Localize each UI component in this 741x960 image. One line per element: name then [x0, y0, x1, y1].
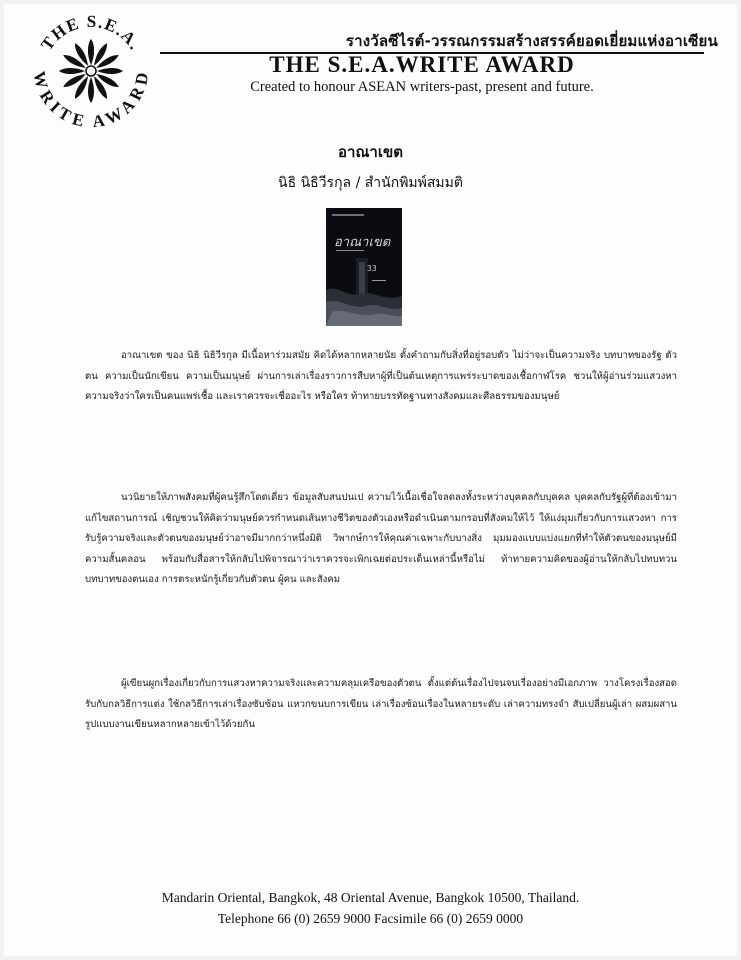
paragraph-3-text: ผู้เขียนผูกเรื่องเกี่ยวกับการแสวงหาความจริงและความคลุมเครือของตัวตน ตั้งแต่ต้นเรื่องไปจนจบเรื่องอย่างมีเอกภาพ วางโครงเรื่องสอดรับกับกลวิธีการแต่ง ใช้กลวิธีการเล่าเรื่องซับซ้อน แหวกขนบการเขียน เล่าเรื่องซ้อนเรื่องในหลายระดับ เล่าความทรงจำ สับเปลี่ยนผู้เล่า ผสมผสานรูปแบบงานเขียนหลากหลายเข้าไว้ด้วยกัน: [85, 678, 677, 730]
header-tagline: Created to honour ASEAN writers-past, present and future.: [250, 79, 594, 95]
sea-write-logo: [30, 8, 152, 130]
logo-text-top: THE S.E.A.: [37, 11, 146, 54]
footer-address: Mandarin Oriental, Bangkok, 48 Oriental Avenue, Bangkok 10500, Thailand.: [161, 890, 580, 905]
footer-contact: Telephone 66 (0) 2659 9000 Facsimile 66 (0) 2659 0000: [217, 911, 524, 926]
paragraph-3: [85, 674, 677, 736]
logo-text-bottom: WRITE AWARD: [30, 69, 152, 130]
cover-title: อาณาเขต: [334, 235, 391, 250]
book-cover-image: [326, 208, 402, 326]
book-title: อาณาเขต: [338, 143, 403, 161]
cover-number: 33: [367, 264, 377, 273]
header-english-title: THE S.E.A.WRITE AWARD: [269, 52, 575, 77]
paragraph-1: [85, 346, 677, 408]
paragraph-2-text: นวนิยายให้ภาพสังคมที่ผู้คนรู้สึกโดดเดี่ยว ข้อมูลสับสนปนเป ความไว้เนื้อเชื่อใจลดลงทั้งระหว่างบุคคลกับบุคคล บุคคลกับรัฐผู้ที่ต้องเข้ามาแก้ไขสถานการณ์ เชิญชวนให้คิดว่ามนุษย์ควรกำหนดเส้นทางชีวิตของตัวเองหรือดำเนินตามกรอบที่สังคมให้ไว้ ให้แง่มุมเกี่ยวกับการแสวงหา การรับรู้ความจริงและตัวตนของมนุษย์ว่าอาจมีมากกว่าหนึ่งมิติ วิพากษ์การให้คุณค่าเฉพาะกับบางสิ่ง มุมมองแบบแบ่งแยกที่ทำให้ตัวตนของมนุษย์มีความสั้นคลอน พร้อมกับสื่อสารให้กลับไปพิจารณาว่าเราควรจะเพิกเฉยต่อประเด็นเหล่านี้หรือไม่ ท้าทายความคิดของผู้อ่านให้กลับไปทบทวนบทบาทของตนเอง การตระหนักรู้เกี่ยวกับตัวตน ผู้คน และสังคม: [85, 492, 677, 585]
paragraph-2: [85, 488, 677, 591]
header-thai-title: รางวัลซีไรต์-วรรณกรรมสร้างสรรค์ยอดเยี่ยมแห่งอาเซียน: [345, 32, 718, 50]
author-publisher: นิธิ นิธิวีรกุล / สำนักพิมพ์สมมติ: [278, 175, 463, 191]
sea-write-emblem-icon: [30, 8, 152, 130]
paragraph-1-text: อาณาเขต ของ นิธิ นิธิวีรกุล มีเนื้อหาร่วมสมัย คิดได้หลากหลายนัย ตั้งคำถามกับสิ่งที่อยู่รอบตัว ไม่ว่าจะเป็นความจริง บทบาทของรัฐ ตัวตน ความเป็นนักเขียน ความเป็นมนุษย์ ผ่านการเล่าเรื่องราวการสืบหาผู้ที่เป็นต้นเหตุการแพร่ระบาดของเชื้อกาฬโรค ชวนให้ผู้อ่านร่วมแสวงหาความจริงว่าใครเป็นคนแพร่เชื้อ และเราควรจะเชื่ออะไร หรือใคร ท้าทายบรรทัดฐานทางสังคมและศีลธรรมของมนุษย์: [85, 350, 677, 402]
